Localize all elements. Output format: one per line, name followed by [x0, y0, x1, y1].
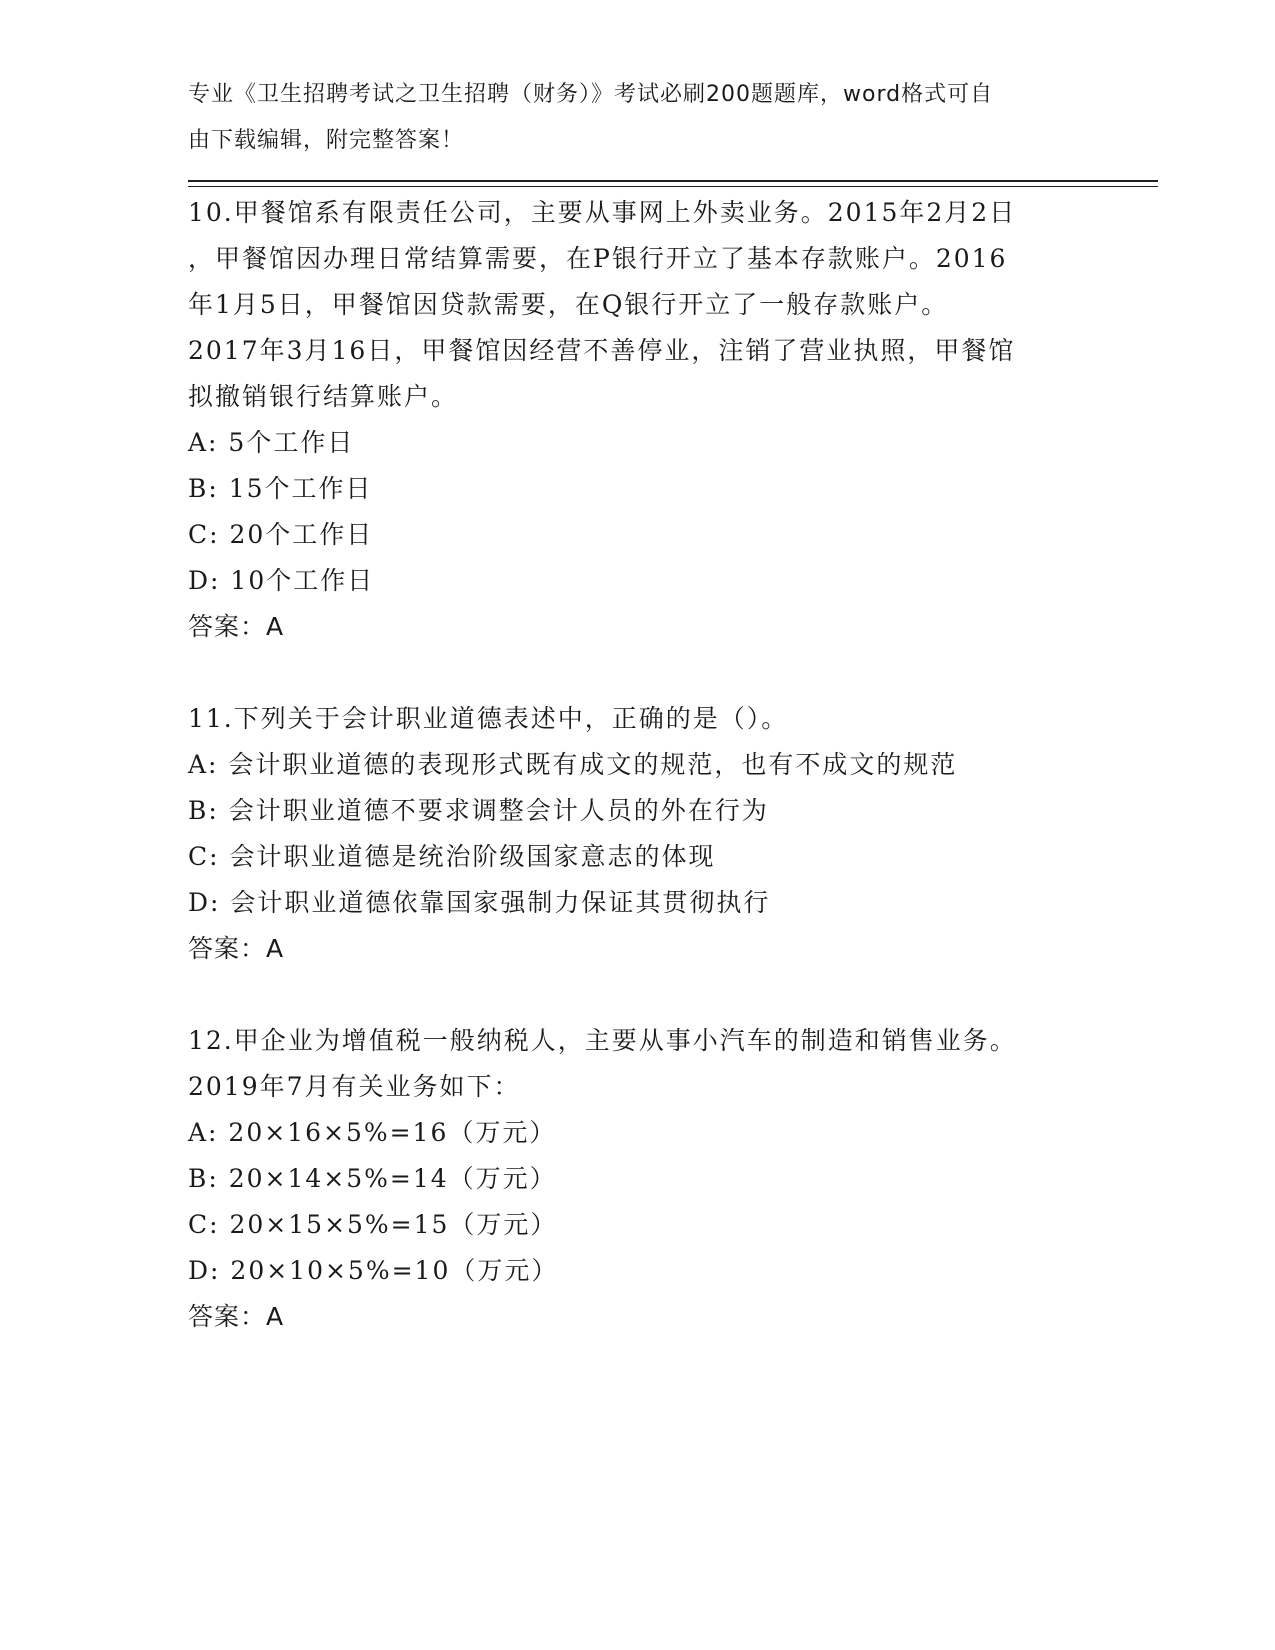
question-stem-line: 10.甲餐馆系有限责任公司，主要从事网上外卖业务。2015年2月2日 [188, 198, 1017, 227]
option-c: C: 20个工作日 [188, 520, 374, 549]
question-11 [188, 696, 1108, 972]
question-stem-line: 2017年3月16日，甲餐馆因经营不善停业，注销了营业执照，甲餐馆 [188, 336, 1016, 365]
header-intro-line-2: 由下载编辑，附完整答案！ [188, 128, 465, 153]
question-10 [188, 190, 1108, 650]
question-12 [188, 1018, 1108, 1340]
document-header [188, 72, 1088, 164]
question-list [188, 190, 1108, 1386]
option-a: A: 会计职业道德的表现形式既有成文的规范，也有不成文的规范 [188, 750, 958, 779]
header-intro-line-1: 专业《卫生招聘考试之卫生招聘（财务）》考试必刷200题题库，word格式可自 [188, 82, 994, 107]
answer-label: 答案：A [188, 934, 285, 963]
question-stem-line: 12.甲企业为增值税一般纳税人，主要从事小汽车的制造和销售业务。 [188, 1026, 1017, 1055]
question-stem-line: 拟撤销银行结算账户。 [188, 382, 459, 411]
header-divider-thin [188, 186, 1158, 187]
question-stem-line: ，甲餐馆因办理日常结算需要，在P银行开立了基本存款账户。2016 [188, 244, 1008, 273]
question-stem-line: 年1月5日，甲餐馆因贷款需要，在Q银行开立了一般存款账户。 [188, 290, 949, 319]
question-stem-line: 2019年7月有关业务如下： [188, 1072, 521, 1101]
header-divider-thick [188, 180, 1158, 182]
option-a: A: 20×16×5%=16（万元） [188, 1118, 557, 1147]
option-c: C: 会计职业道德是统治阶级国家意志的体现 [188, 842, 716, 871]
option-a: A: 5个工作日 [188, 428, 355, 457]
option-d: D: 20×10×5%=10（万元） [188, 1256, 559, 1285]
option-b: B: 会计职业道德不要求调整会计人员的外在行为 [188, 796, 769, 825]
option-b: B: 15个工作日 [188, 474, 373, 503]
option-b: B: 20×14×5%=14（万元） [188, 1164, 557, 1193]
answer-label: 答案：A [188, 612, 285, 641]
option-d: D: 10个工作日 [188, 566, 375, 595]
option-d: D: 会计职业道德依靠国家强制力保证其贯彻执行 [188, 888, 771, 917]
option-c: C: 20×15×5%=15（万元） [188, 1210, 558, 1239]
answer-label: 答案：A [188, 1302, 285, 1331]
question-stem-line: 11.下列关于会计职业道德表述中，正确的是（）。 [188, 704, 789, 733]
